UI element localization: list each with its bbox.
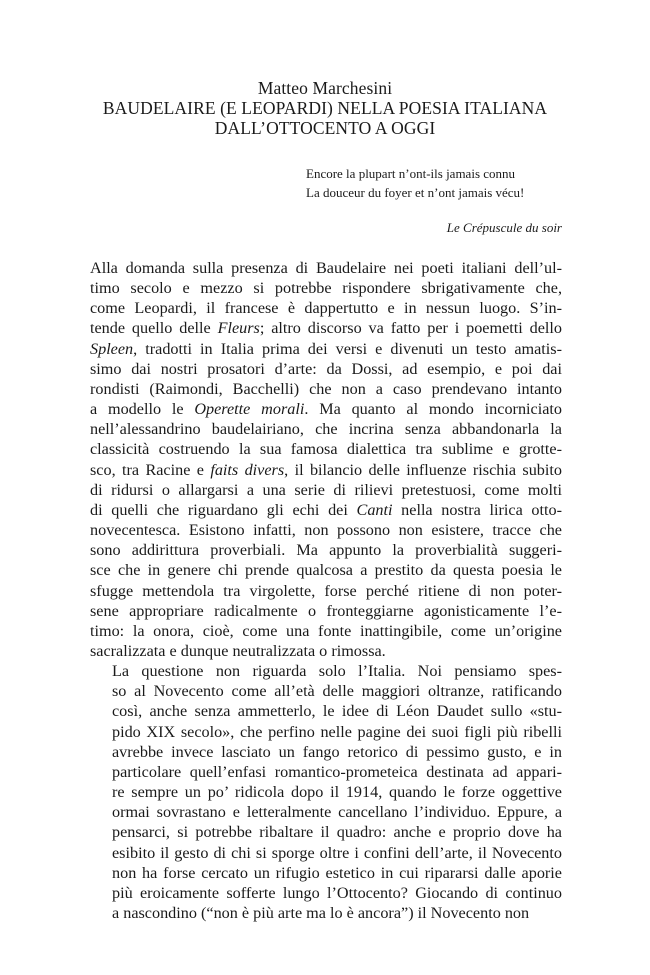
- text-line: particolare quell’enfasi romantico-prometeica destinata ad appari-: [112, 762, 562, 781]
- text-line: rondisti (Raimondi, Bacchelli) che non a caso prendevano intanto: [90, 379, 562, 398]
- italic-title: faits divers: [210, 460, 285, 479]
- text-line: [90, 399, 562, 419]
- paragraph-2: [90, 661, 562, 923]
- text-line: sene appropriare radicalmente o fronteggiarne agonisticamente l’e-: [90, 601, 562, 620]
- text-line: classicità costruendo la sua famosa dialettica tra sublime e grotte-: [90, 440, 562, 459]
- text-line: di ridursi o allargarsi a una serie di rilievi pretestuosi, come molti: [90, 480, 562, 499]
- text-line: sacralizzata e dunque neutralizzata o rimossa.: [90, 641, 386, 660]
- epigraph-source: Le Crépuscule du soir: [446, 220, 562, 235]
- text-line: La questione non riguarda solo l’Italia. Noi pensiamo spes-: [112, 662, 562, 681]
- text-line: timo: la onora, cioè, come una fonte inattingibile, come un’origine: [90, 621, 562, 640]
- text-line: avrebbe invece lasciato un fango retorico di pessimo gusto, e in: [112, 742, 562, 761]
- text-line: simo dai nostri prosatori d’arte: da Dossi, ad esempio, e poi dai: [90, 359, 562, 378]
- italic-title: Fleurs: [217, 319, 260, 338]
- text-line: non ha forse cercato un rifugio estetico in cui ripararsi dalle aporie: [112, 863, 562, 882]
- text-line: come Leopardi, il francese è dappertutto e in nessun luogo. S’in-: [90, 299, 562, 318]
- text-line: esibito il gesto di chi si sporge oltre i confini dell’arte, il Novecento: [112, 843, 562, 862]
- italic-title: Spleen: [90, 339, 134, 358]
- epigraph: [306, 164, 562, 237]
- text-line: sfugge mettendola tra virgolette, forse perché ritiene di non poter-: [90, 581, 562, 600]
- epigraph-line-2: La douceur du foyer et n’ont jamais vécu!: [306, 185, 525, 200]
- text-line: più eroicamente sofferte lungo l’Ottocento? Giocando di continuo: [112, 883, 562, 902]
- text-segment: , il bilancio delle influenze rischia subito: [284, 460, 562, 479]
- text-segment: di quelli che riguardano gli echi dei: [90, 500, 357, 519]
- text-line: sce che in genere chi prende qualcosa a prestito da questa poesia le: [90, 561, 562, 580]
- text-segment: sco, tra Racine e: [90, 460, 211, 479]
- text-line: ormai sovrastano e letteralmente cancellano l’individuo. Eppure, a: [112, 803, 562, 822]
- text-line: timo secolo e mezzo si potrebbe rispondere sbrigativamente che,: [90, 279, 562, 298]
- paragraph-1: [90, 258, 562, 661]
- text-line: [90, 460, 562, 480]
- text-line: [90, 318, 562, 338]
- text-segment: ; altro discorso va fatto per i poemetti dello: [259, 319, 562, 338]
- epigraph-line-1: Encore la plupart n’ont-ils jamais connu: [306, 166, 516, 181]
- text-segment: tende quello delle: [90, 319, 218, 338]
- italic-title: Canti: [356, 500, 393, 519]
- author-name: Matteo Marchesini: [257, 78, 393, 98]
- chapter-title-line-2: DALL’OTTOCENTO A OGGI: [214, 118, 436, 138]
- text-segment: a modello le: [90, 400, 195, 419]
- text-line: pensarci, si potrebbe ribaltare il quadro: anche e proprio dove ha: [112, 823, 562, 842]
- text-line: so al Novecento come all’età delle maggiori oltranze, ratificando: [112, 682, 562, 701]
- text-line: pido XIX secolo», che perfino nelle pagine dei suoi figli più ribelli: [112, 722, 562, 741]
- text-line: nell’alessandrino baudelairiano, che incrina senza abbandonarla la: [90, 420, 562, 439]
- text-line: così, anche senza ammetterlo, le idee di Léon Daudet sullo «stu-: [112, 702, 562, 721]
- text-line: novecentesca. Esistono infatti, non possono non esistere, tracce che: [90, 521, 562, 540]
- text-segment: . Ma quanto al mondo incorniciato: [304, 400, 562, 419]
- text-line: Alla domanda sulla presenza di Baudelaire nei poeti italiani dell’ul-: [90, 259, 562, 277]
- text-line: a nascondino (“non è più arte ma lo è ancora”) il Novecento non: [112, 904, 530, 922]
- text-line: [90, 500, 562, 520]
- text-line: sono addirittura proverbiali. Ma appunto la proverbialità suggeri-: [90, 541, 562, 560]
- italic-title: Operette morali: [194, 400, 305, 419]
- text-line: re sempre un po’ ridicola dopo il 1914, quando le forze oggettive: [112, 783, 562, 802]
- chapter-header: [80, 78, 570, 138]
- text-line: [90, 339, 562, 359]
- chapter-title-line-1: BAUDELAIRE (E LEOPARDI) NELLA POESIA ITALIANA: [102, 98, 548, 118]
- text-segment: nella nostra lirica otto-: [392, 500, 562, 519]
- text-segment: , tradotti in Italia prima dei versi e divenuti un testo amatis-: [133, 339, 562, 358]
- body-text: [90, 258, 562, 923]
